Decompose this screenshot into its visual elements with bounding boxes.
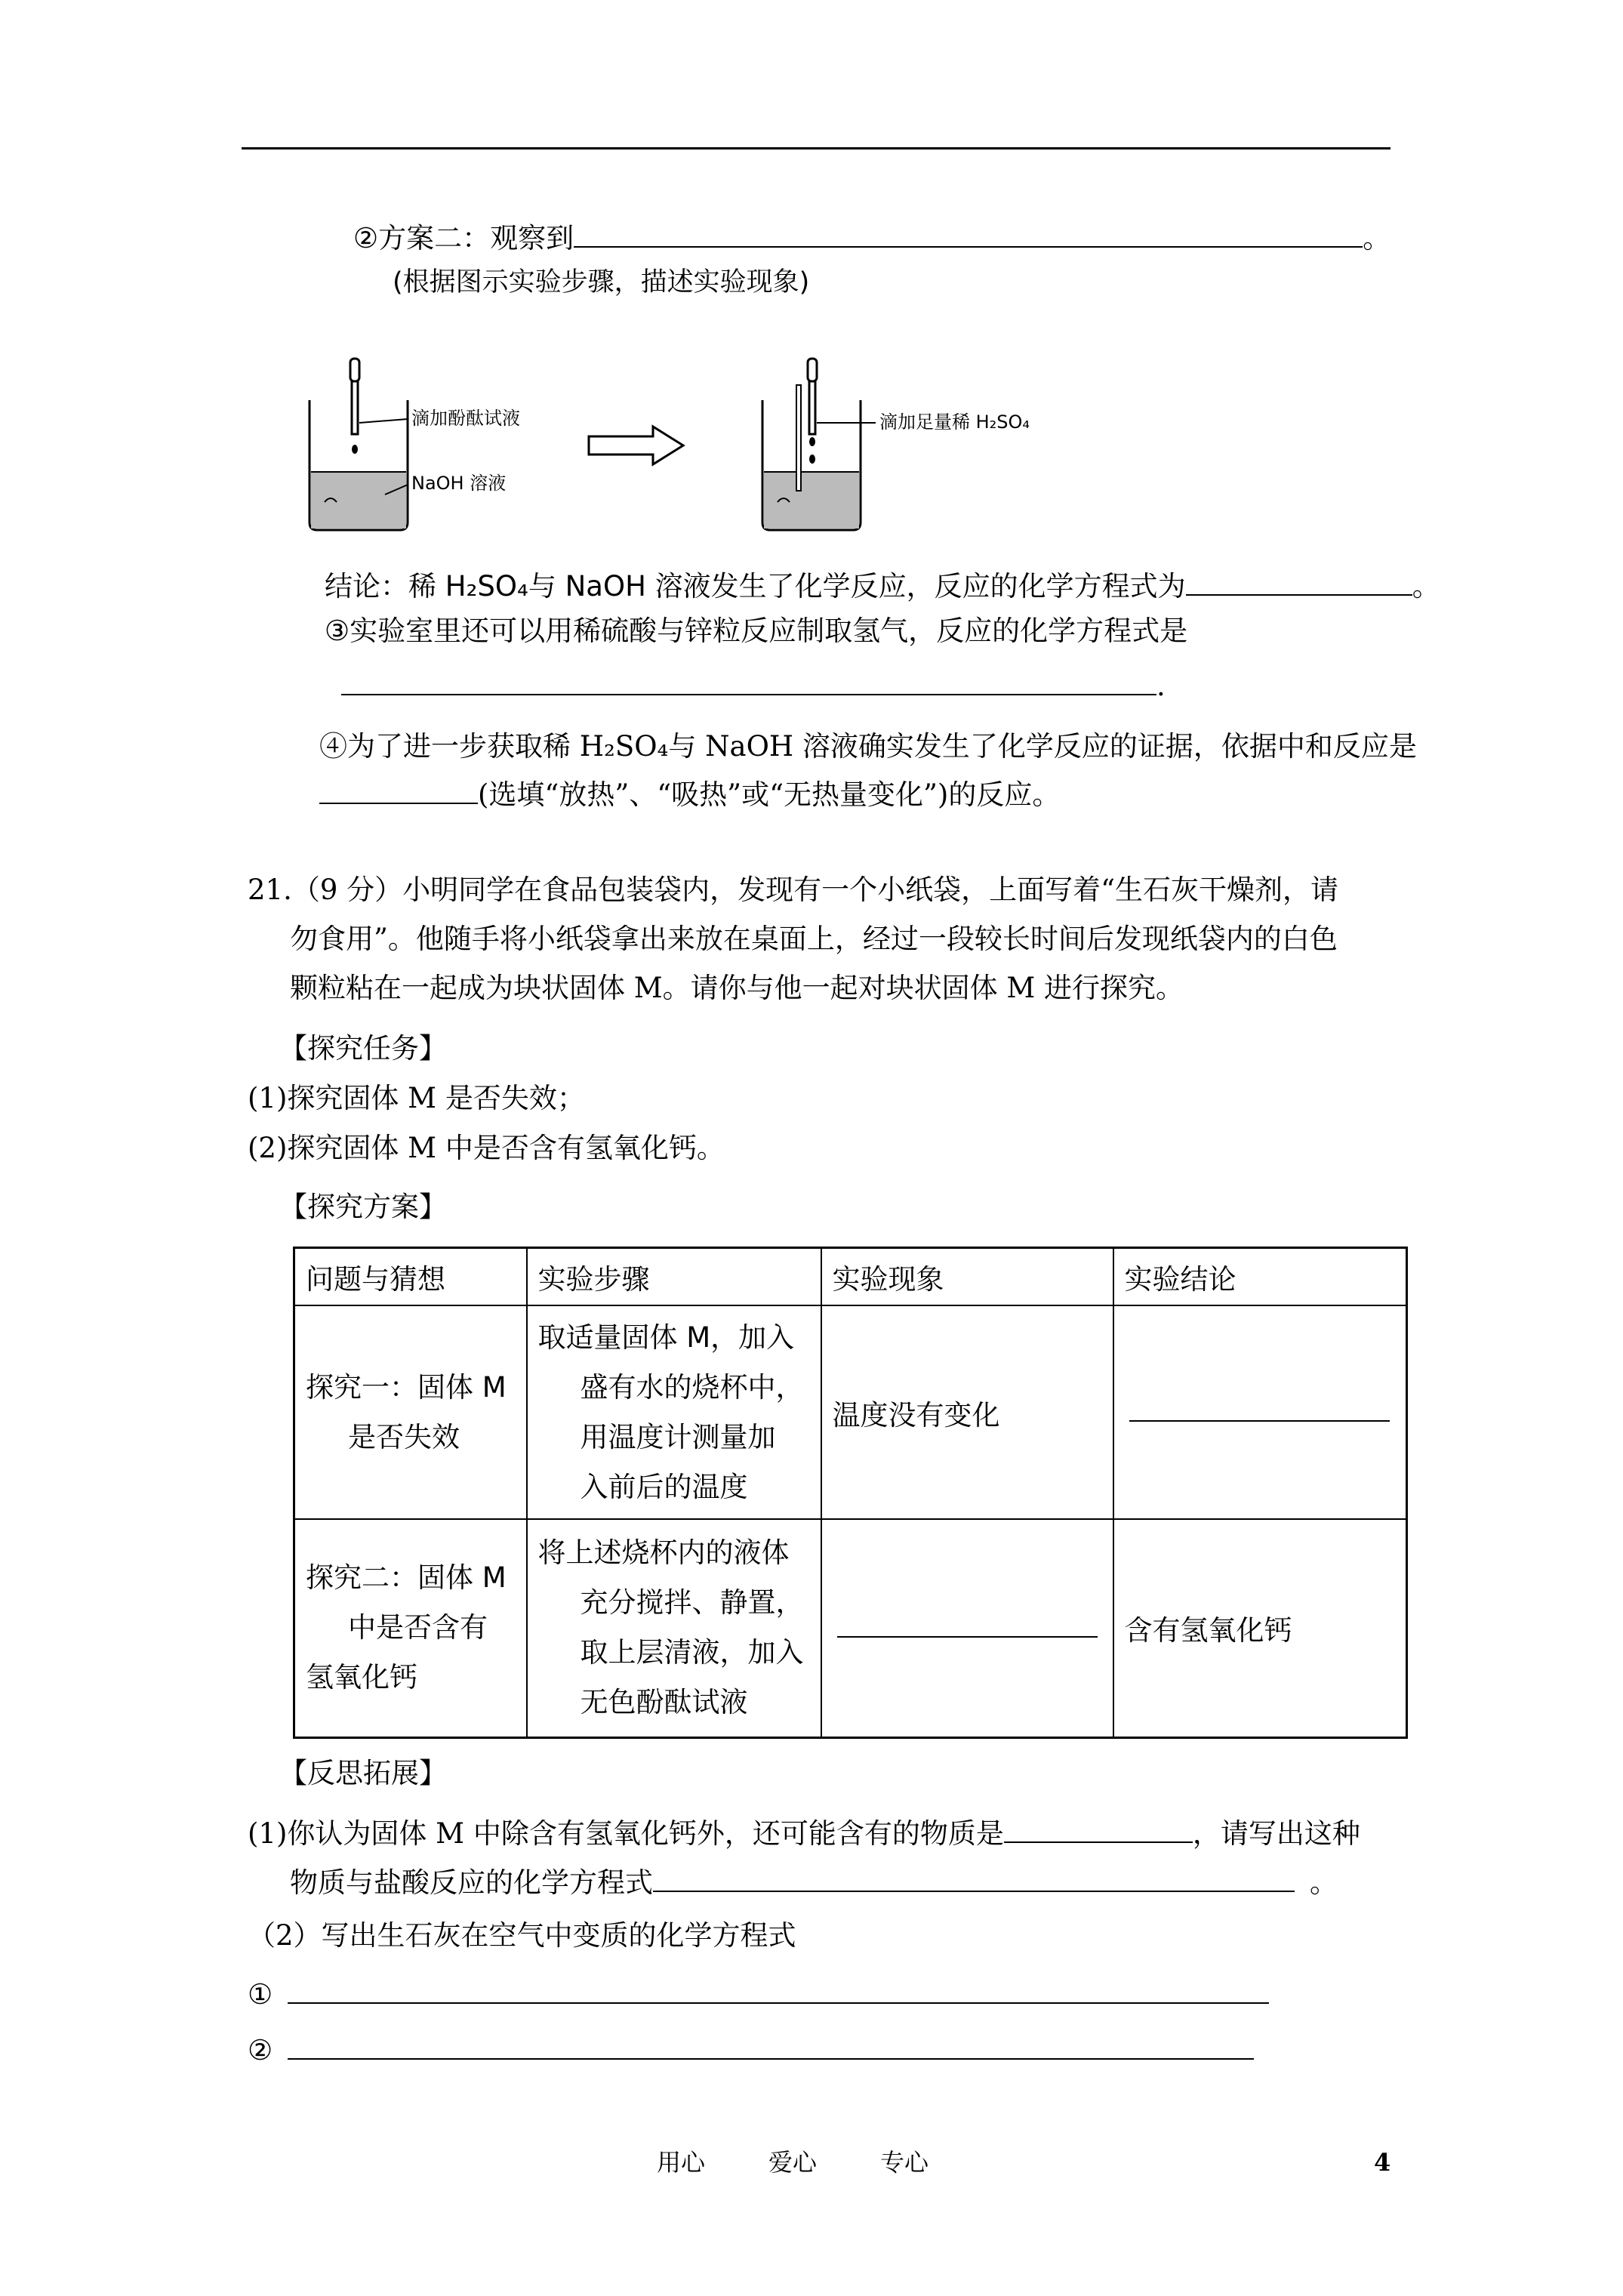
plan-heading: 【探究方案】 (279, 1191, 447, 1223)
conclusion-line: 结论：稀 H₂SO₄与 NaOH 溶液发生了化学反应，反应的化学方程式为 。 (325, 570, 1440, 603)
row2-question: 探究二：固体 M 中是否含有 氢氧化钙 (294, 1519, 527, 1737)
row1-conclusion-blank[interactable] (1129, 1419, 1390, 1422)
row1-phenomenon: 温度没有变化 (821, 1305, 1113, 1519)
row1-conclusion-cell (1113, 1305, 1407, 1519)
experiment-figure (287, 355, 1072, 544)
reflect-q1-line2: 物质与盐酸反应的化学方程式 。 (290, 1866, 1338, 1899)
q3-answer-line: . (341, 668, 1166, 700)
row1-question: 探究一：固体 M 是否失效 (294, 1305, 527, 1519)
header-rule (242, 147, 1390, 149)
q3-blank[interactable] (341, 668, 1156, 695)
q4-line1: ④为了进一步获取稀 H₂SO₄与 NaOH 溶液确实发生了化学反应的证据，依据中和反应是 (319, 730, 1417, 763)
q21-intro-line3: 颗粒粘在一起成为块状固体 M。请你与他一起对块状固体 M 进行探究。 (290, 972, 1184, 1004)
table-header: 实验步骤 (527, 1248, 821, 1306)
plan2-prefix: ②方案二：观察到 (353, 222, 574, 254)
reflect-q2-item2: ② (248, 2032, 1254, 2064)
conclusion-blank[interactable] (1186, 569, 1412, 596)
label-phenolphthalein: 滴加酚酞试液 (411, 408, 520, 429)
reflect-q2-blank1[interactable] (288, 1977, 1269, 2004)
dropper-left-icon (350, 359, 359, 454)
row2-phenomenon-cell (821, 1519, 1113, 1737)
conclusion-text: 结论：稀 H₂SO₄与 NaOH 溶液发生了化学反应，反应的化学方程式为 (325, 570, 1186, 603)
task2: (2)探究固体 M 中是否含有氢氧化钙。 (248, 1132, 725, 1164)
table-header: 实验现象 (821, 1248, 1113, 1306)
footer-word: 爱心 (768, 2148, 818, 2177)
table-header: 问题与猜想 (294, 1248, 527, 1306)
reflect-q2-item1: ① (248, 1977, 1269, 2008)
arrow-right-icon (589, 427, 683, 464)
reflect-q1-line1: (1)你认为固体 M 中除含有氢氧化钙外，还可能含有的物质是 ，请写出这种 (248, 1817, 1360, 1850)
footer-word: 专心 (880, 2148, 929, 2177)
reflect-substance-blank[interactable] (1004, 1816, 1193, 1843)
plan2-line: ②方案二：观察到 。 (353, 222, 1391, 254)
row2-phenomenon-blank[interactable] (837, 1635, 1098, 1638)
reflect-q2-blank2[interactable] (288, 2032, 1254, 2060)
experiment-table (293, 1247, 1408, 1739)
table-header: 实验结论 (1113, 1248, 1407, 1306)
plan2-answer-blank[interactable] (574, 220, 1363, 248)
table-header-row (294, 1248, 1407, 1306)
table-row (294, 1305, 1407, 1519)
task-heading: 【探究任务】 (279, 1032, 447, 1065)
label-naoh: NaOH 溶液 (411, 473, 507, 494)
row2-steps: 将上述烧杯内的液体 充分搅拌、静置， 取上层清液，加入 无色酚酞试液 (527, 1519, 821, 1737)
reflect-q2: （2）写出生石灰在空气中变质的化学方程式 (248, 1919, 796, 1952)
q3-text: ③实验室里还可以用稀硫酸与锌粒反应制取氢气，反应的化学方程式是 (325, 615, 1188, 647)
plan2-note: (根据图示实验步骤，描述实验现象) (393, 267, 810, 297)
row2-conclusion: 含有氢氧化钙 (1113, 1519, 1407, 1737)
label-h2so4: 滴加足量稀 H₂SO₄ (879, 411, 1030, 433)
footer-word: 用心 (657, 2148, 706, 2177)
row1-steps: 取适量固体 M，加入 盛有水的烧杯中， 用温度计测量加 入前后的温度 (527, 1305, 821, 1519)
reflect-equation-blank[interactable] (653, 1865, 1295, 1892)
q4-blank[interactable] (319, 780, 478, 804)
q21-intro-line2: 勿食用”。他随手将小纸袋拿出来放在桌面上，经过一段较长时间后发现纸袋内的白色 (290, 923, 1338, 955)
q21-intro-line1: 21.（9 分）小明同学在食品包装袋内，发现有一个小纸袋，上面写着“生石灰干燥剂，请 (248, 874, 1339, 906)
dropper-right-icon (796, 359, 817, 491)
reflect-heading: 【反思拓展】 (279, 1757, 447, 1789)
q4-line2 (319, 780, 1060, 809)
page-number: 4 (1374, 2148, 1391, 2177)
table-row (294, 1519, 1407, 1737)
q4-line2-text: (选填“放热”、“吸热”或“无热量变化”)的反应。 (478, 778, 1061, 811)
task1: (1)探究固体 M 是否失效； (248, 1082, 585, 1114)
